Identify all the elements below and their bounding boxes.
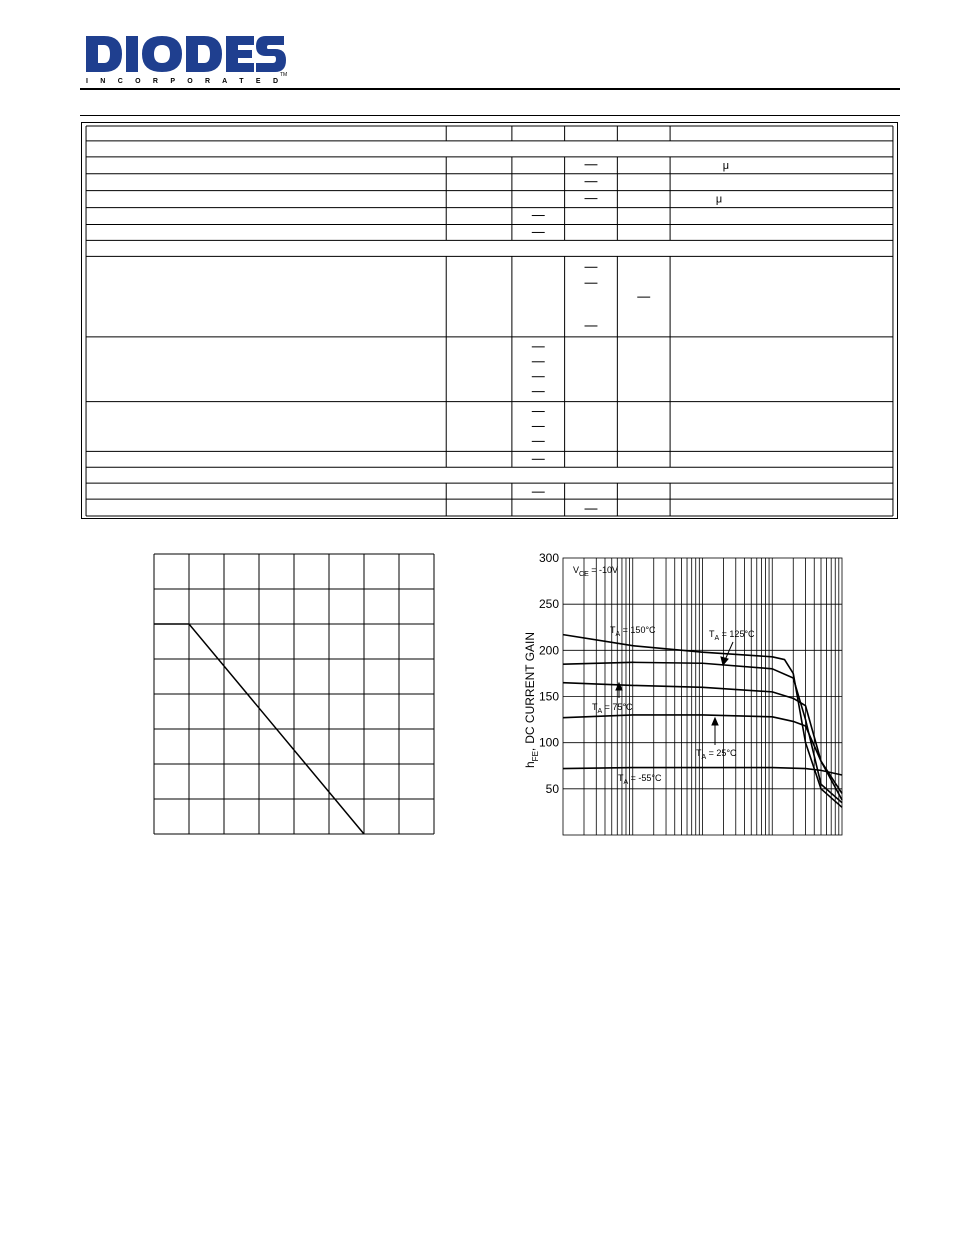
series-label-150c: $T_A = 150^\circ C$: [610, 625, 656, 638]
y-axis-comma: ,: [523, 747, 537, 752]
diodes-logo: [84, 34, 289, 88]
y-tick-label: 50: [545, 781, 559, 796]
y-tick-label: 100: [538, 735, 559, 750]
series-label-minus55c: $T_A = -55^\circ C$: [618, 773, 662, 786]
dc-current-gain-chart: [505, 548, 850, 843]
y-tick-labels: [539, 551, 559, 796]
y-tick-label: 250: [538, 597, 559, 612]
electrical-characteristics-table: [81, 122, 898, 519]
mu-symbol-2: μ: [715, 193, 723, 206]
logo-wordmark: [86, 36, 286, 72]
y-axis-label: [523, 632, 540, 768]
y-axis-text: DC CURRENT GAIN: [523, 631, 537, 744]
y-tick-label: 300: [538, 551, 559, 565]
y-tick-label: 200: [538, 643, 559, 658]
vce-annotation: $V_{CE} = -10V$: [573, 565, 619, 578]
derating-chart: [153, 553, 435, 835]
series-label-75c: $T_A = 75^\circ C$: [592, 702, 633, 715]
column-rules: [446, 126, 670, 516]
table-rule: [80, 115, 900, 116]
logo-tagline: I N C O R P O R A T E D: [86, 78, 278, 85]
y-axis-h: h: [523, 761, 537, 768]
y-tick-label: 150: [538, 689, 559, 704]
y-axis-h-subscript: FE: [531, 751, 540, 762]
series-label-25c: $T_A = 25^\circ C$: [696, 748, 737, 761]
header-rule: [80, 88, 900, 90]
chart-grid: [563, 558, 842, 835]
series-label-125c: $T_A = 125^\circ C$: [709, 629, 755, 642]
table-grid: [86, 126, 893, 516]
chart-grid: [154, 554, 434, 834]
mu-symbol-1: μ: [722, 159, 730, 172]
logo-trademark: TM: [280, 72, 288, 78]
